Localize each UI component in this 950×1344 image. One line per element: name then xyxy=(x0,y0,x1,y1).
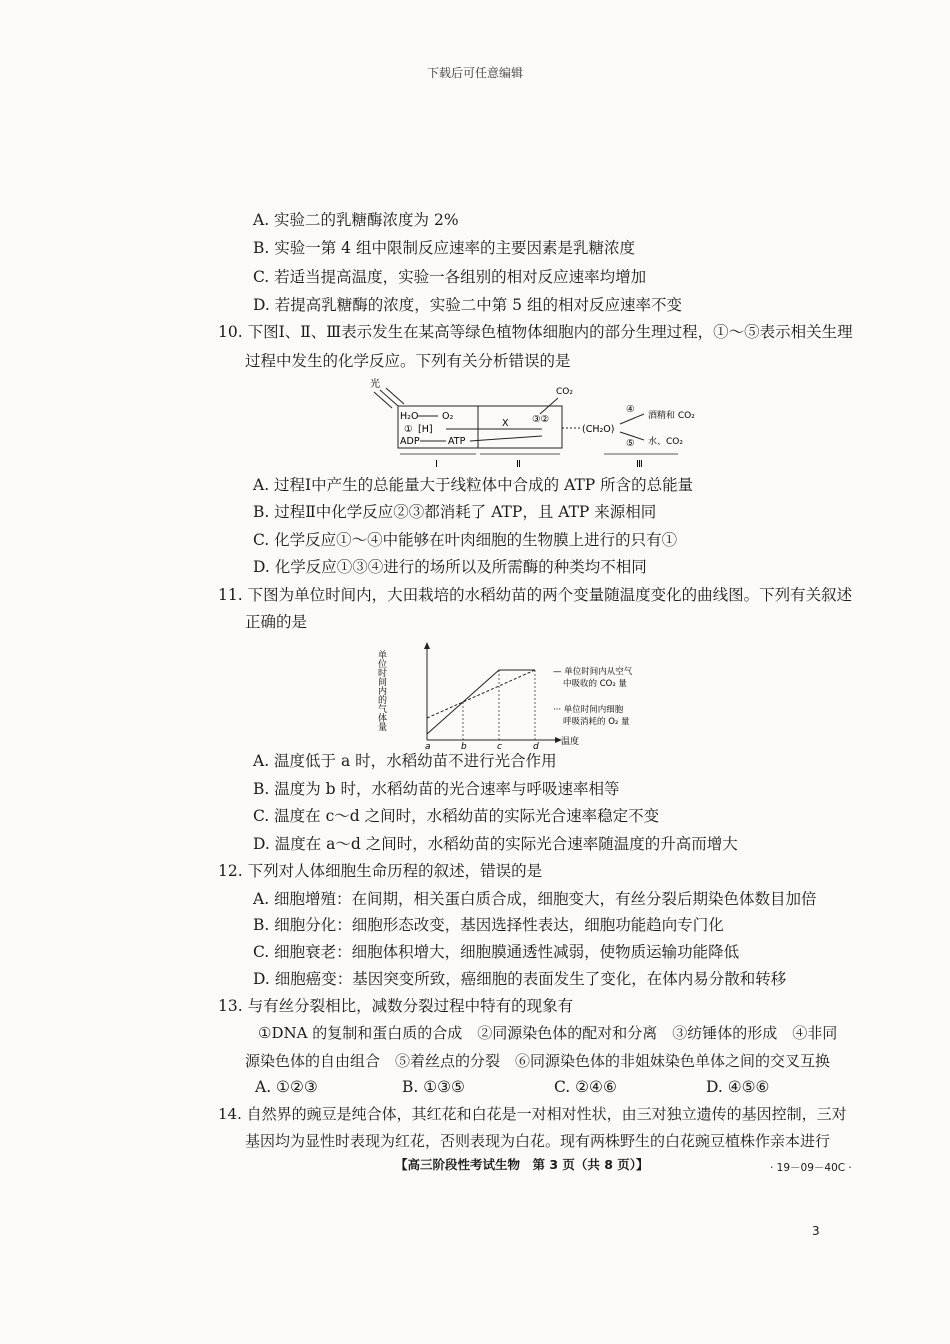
series-line-2 xyxy=(427,670,535,718)
light-label: 光 xyxy=(370,379,380,390)
q11-stem-line2: 正确的是 xyxy=(245,613,308,631)
legend-solid-line2: 中吸收的 CO₂ 量 xyxy=(563,679,627,689)
process-ii-label: Ⅱ xyxy=(516,459,521,470)
x-label: X xyxy=(502,418,509,429)
legend-dashed-line2: 呼吸消耗的 O₂ 量 xyxy=(563,717,630,727)
page-watermark-header: 下载后可任意编辑 xyxy=(426,66,523,80)
q14-stem-line1: 14. 自然界的豌豆是纯合体，其红花和白花是一对相对性状，由三对独立遗传的基因控制，三对 xyxy=(218,1105,847,1123)
reaction-5-products: 水、CO₂ xyxy=(648,437,683,447)
q10-stem-line2: 过程中发生的化学反应。下列有关分析错误的是 xyxy=(245,352,571,370)
atp-label: ATP xyxy=(448,436,466,447)
q13-option-a: A. ①②③ xyxy=(255,1078,318,1096)
reaction-1-label: ① xyxy=(404,424,413,435)
series-line-1 xyxy=(427,670,535,734)
q13-option-b: B. ①③⑤ xyxy=(402,1078,465,1096)
q10-option-c: C. 化学反应①～④中能够在叶肉细胞的生物膜上进行的只有① xyxy=(253,531,678,549)
q11-option-a: A. 温度低于 a 时，水稻幼苗不进行光合作用 xyxy=(253,752,557,770)
q10-stem-line1: 10. 下图Ⅰ、Ⅱ、Ⅲ表示发生在某高等绿色植物体细胞内的部分生理过程，①～⑤表示相关生理 xyxy=(218,323,853,341)
process-ii-box xyxy=(478,406,562,448)
q11-option-d: D. 温度在 a～d 之间时，水稻幼苗的实际光合速率随温度的升高而增大 xyxy=(253,835,738,853)
reaction-5-label: ⑤ xyxy=(626,438,635,449)
process-iii-label: Ⅲ xyxy=(636,459,643,470)
exam-footer-label: 【高三阶段性考试生物 第 3 页（共 8 页）】 xyxy=(395,1157,649,1172)
q11-temperature-chart xyxy=(375,640,665,750)
adp-label: ADP xyxy=(400,436,420,447)
q14-stem-line2: 基因均为显性时表现为红花，否则表现为白花。现有两株野生的白花豌豆植株作亲本进行 xyxy=(245,1132,831,1150)
h-label: [H] xyxy=(418,424,433,435)
h2o-label: H₂O xyxy=(400,411,419,422)
x-axis-label: 温度 xyxy=(561,737,580,747)
legend-dashed-line1: ··· 单位时间内细胞 xyxy=(553,705,624,715)
q9-option-b: B. 实验一第 4 组中限制反应速率的主要因素是乳糖浓度 xyxy=(253,239,635,257)
q12-option-b: B. 细胞分化：细胞形态改变，基因选择性表达，细胞功能趋向专门化 xyxy=(253,916,724,934)
q13-stem: 13. 与有丝分裂相比，减数分裂过程中特有的现象有 xyxy=(218,997,574,1015)
co2-label: CO₂ xyxy=(556,387,573,397)
reactions-3-2-label: ③② xyxy=(532,414,550,425)
q9-option-a: A. 实验二的乳糖酶浓度为 2% xyxy=(253,211,459,229)
q12-option-a: A. 细胞增殖：在间期，相关蛋白质合成，细胞变大，有丝分裂后期染色体数目加倍 xyxy=(253,890,817,908)
q10-option-b: B. 过程Ⅱ中化学反应②③都消耗了 ATP，且 ATP 来源相同 xyxy=(253,503,657,521)
process-i-label: Ⅰ xyxy=(435,459,438,470)
reaction-4-label: ④ xyxy=(626,404,635,415)
q11-option-c: C. 温度在 c～d 之间时，水稻幼苗的实际光合速率稳定不变 xyxy=(253,807,660,825)
q11-option-b: B. 温度为 b 时，水稻幼苗的光合速率与呼吸速率相等 xyxy=(253,780,620,798)
q12-option-c: C. 细胞衰老：细胞体积增大，细胞膜通透性减弱，使物质运输功能降低 xyxy=(253,943,740,961)
q9-option-c: C. 若适当提高温度，实验一各组别的相对反应速率均增加 xyxy=(253,268,647,286)
reaction-4-products: 酒精和 CO₂ xyxy=(648,411,695,421)
q13-items-line1: ①DNA 的复制和蛋白质的合成 ②同源染色体的配对和分离 ③纺锤体的形成 ④非同 xyxy=(258,1024,838,1042)
q12-option-d: D. 细胞癌变：基因突变所致，癌细胞的表面发生了变化，在体内易分散和转移 xyxy=(253,970,787,988)
q10-option-d: D. 化学反应①③④进行的场所以及所需酶的种类均不相同 xyxy=(253,558,647,576)
q9-option-d: D. 若提高乳糖酶的浓度，实验二中第 5 组的相对反应速率不变 xyxy=(253,296,682,314)
q10-option-a: A. 过程Ⅰ中产生的总能量大于线粒体中合成的 ATP 所含的总能量 xyxy=(253,476,694,494)
q13-option-c: C. ②④⑥ xyxy=(554,1078,617,1096)
q10-photosynthesis-diagram xyxy=(360,378,700,470)
page-number: 3 xyxy=(812,1224,820,1238)
q13-option-d: D. ④⑤⑥ xyxy=(706,1078,770,1096)
legend-solid-line1: — 单位时间内从空气 xyxy=(553,667,633,677)
exam-code: · 19－09－40C · xyxy=(770,1162,852,1174)
ch2o-label: (CH₂O) xyxy=(582,424,615,435)
o2-label: O₂ xyxy=(442,411,454,422)
x-tick-a: a xyxy=(425,742,431,750)
q11-stem-line1: 11. 下图为单位时间内，大田栽培的水稻幼苗的两个变量随温度变化的曲线图。下列有关叙述 xyxy=(218,586,853,604)
x-tick-d: d xyxy=(533,742,539,750)
x-tick-c: c xyxy=(497,742,502,750)
y-axis-label: 单位时间内的气体量 xyxy=(376,650,386,731)
q13-items-line2: 源染色体的自由组合 ⑤着丝点的分裂 ⑥同源染色体的非姐妹染色单体之间的交叉互换 xyxy=(245,1052,831,1070)
q12-stem: 12. 下列对人体细胞生命历程的叙述，错误的是 xyxy=(218,862,543,880)
x-tick-b: b xyxy=(461,742,467,750)
